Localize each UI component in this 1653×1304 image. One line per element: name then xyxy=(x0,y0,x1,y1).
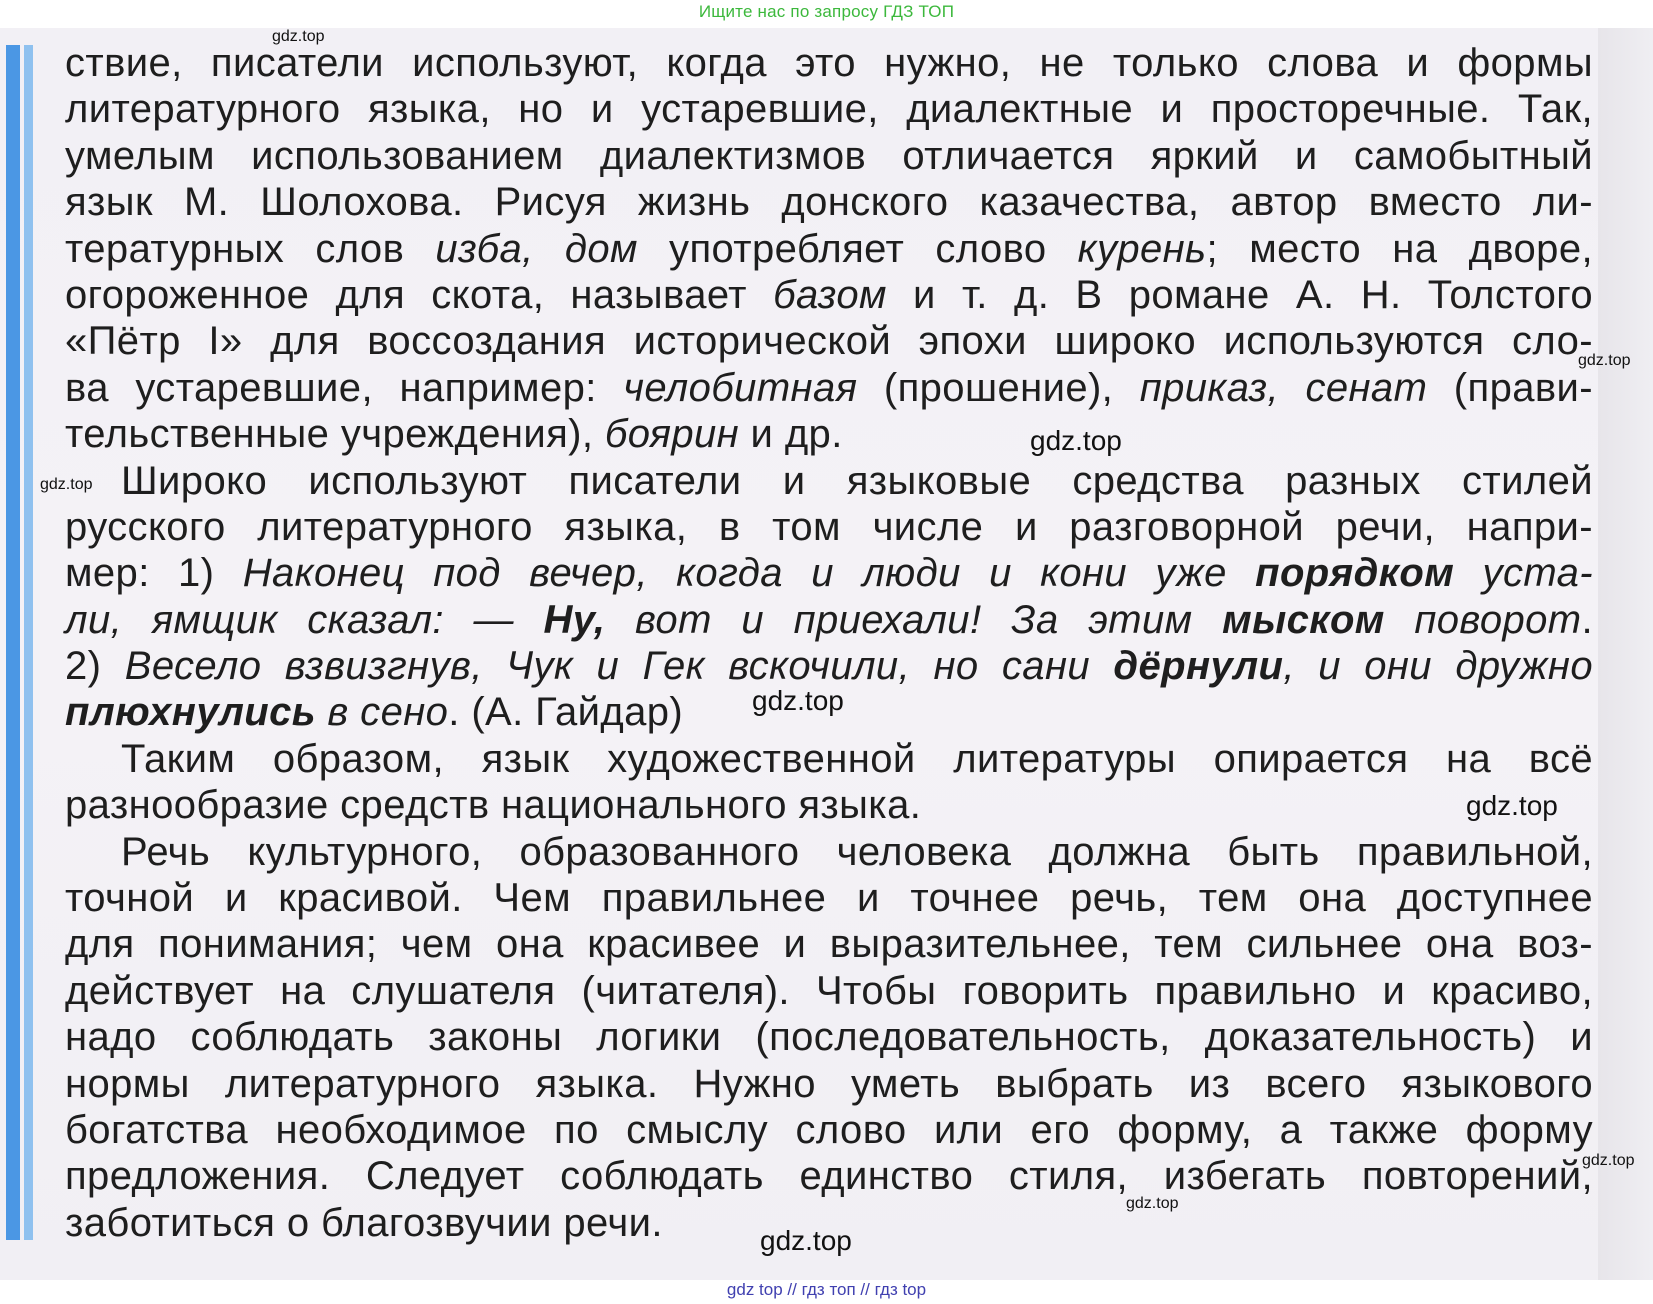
text-segment: надо соблюдать законы логики (последовательность, доказательность) и xyxy=(65,1015,1593,1060)
text-segment: Речь культурного, образованного человека должна быть правильной, xyxy=(121,829,1593,874)
bold-italic-text: дёрнули xyxy=(1113,644,1284,689)
text-line xyxy=(65,1061,1593,1107)
italic-text: в сено xyxy=(315,690,449,735)
text-segment: тературных слов xyxy=(65,226,436,271)
text-line xyxy=(65,782,1593,828)
text-segment: Широко используют писатели и языковые средства разных стилей xyxy=(121,458,1593,503)
bold-italic-text: Ну, xyxy=(543,597,606,642)
text-segment: литературного языка, но и устаревшие, диалектные и просторечные. Так, xyxy=(65,87,1593,132)
italic-text: боярин xyxy=(604,412,740,457)
top-banner: Ищите нас по запросу ГДЗ ТОП xyxy=(698,2,955,21)
watermark: gdz.top xyxy=(752,685,844,716)
watermark: gdz.top xyxy=(760,1225,852,1256)
text-line xyxy=(65,550,1593,596)
text-segment: (прошение), xyxy=(857,365,1140,410)
watermark: gdz.top xyxy=(1126,1195,1179,1212)
watermark: gdz.top xyxy=(1578,352,1631,369)
text-line xyxy=(65,1153,1593,1199)
text-line xyxy=(65,411,1593,457)
text-line xyxy=(65,643,1593,689)
page-edge-shadow xyxy=(1598,28,1653,1280)
text-segment: и т. д. В романе А. Н. Толстого xyxy=(886,272,1593,317)
text-line xyxy=(65,504,1593,550)
text-line xyxy=(65,272,1593,318)
italic-text: приказ, сенат xyxy=(1139,365,1428,410)
text-line xyxy=(65,829,1593,875)
text-line xyxy=(65,133,1593,179)
text-segment: богатства необходимое по смыслу слово или его форму, а также форму xyxy=(65,1107,1593,1152)
body-text xyxy=(65,40,1593,1246)
text-line xyxy=(65,86,1593,132)
text-segment: употребляет слово xyxy=(637,226,1078,271)
bold-italic-text: плюхнулись xyxy=(65,690,316,735)
margin-bar-light xyxy=(24,45,33,1240)
text-segment: (прави- xyxy=(1427,365,1593,410)
text-segment: и др. xyxy=(739,412,843,457)
text-line xyxy=(65,1107,1593,1153)
watermark: gdz.top xyxy=(1582,1152,1635,1169)
italic-text: челобитная xyxy=(623,365,858,410)
text-line xyxy=(65,179,1593,225)
text-line xyxy=(65,40,1593,86)
bold-italic-text: мыском xyxy=(1222,597,1385,642)
text-line xyxy=(65,365,1593,411)
text-segment: . (А. Гайдар) xyxy=(448,690,684,735)
italic-text: вот и приехали! За этим xyxy=(605,597,1223,642)
watermark: gdz.top xyxy=(40,476,93,493)
text-segment: заботиться о благозвучии речи. xyxy=(65,1200,663,1245)
text-segment: ; место на дворе, xyxy=(1206,226,1593,271)
text-segment: Таким образом, язык художественной литературы опирается на всё xyxy=(121,736,1593,781)
italic-text: ли, ямщик сказал: — xyxy=(65,597,544,642)
italic-text: поворот xyxy=(1384,597,1582,642)
italic-text: уста- xyxy=(1454,551,1593,596)
text-segment: разнообразие средств национального языка. xyxy=(65,783,922,828)
text-segment: действует на слушателя (читателя). Чтобы говорить правильно и красиво, xyxy=(65,968,1593,1013)
text-segment: тельственные учреждения), xyxy=(65,412,605,457)
text-segment: ва устаревшие, например: xyxy=(65,365,624,410)
text-line xyxy=(65,736,1593,782)
text-line xyxy=(65,921,1593,967)
italic-text: , и они дружно xyxy=(1283,644,1593,689)
margin-bar-dark xyxy=(6,45,20,1240)
text-line xyxy=(65,318,1593,364)
text-segment: точной и красивой. Чем правильнее и точнее речь, тем она доступнее xyxy=(65,876,1593,921)
text-segment: огороженное для скота, называет xyxy=(65,272,774,317)
text-line xyxy=(65,968,1593,1014)
italic-text: изба, дом xyxy=(435,226,638,271)
text-segment: умелым использованием диалектизмов отличается яркий и самобытный xyxy=(65,133,1593,178)
italic-text: базом xyxy=(773,272,887,317)
italic-text: Весело взвизгнув, Чук и Гек вскочили, но сани xyxy=(124,644,1114,689)
text-line xyxy=(65,875,1593,921)
text-segment: для понимания; чем она красивее и выразительнее, тем сильнее она воз- xyxy=(65,922,1593,967)
text-segment: . xyxy=(1581,597,1593,642)
text-line xyxy=(65,226,1593,272)
text-segment: мер: 1) xyxy=(65,551,243,596)
watermark: gdz.top xyxy=(1030,425,1122,456)
text-line xyxy=(65,1014,1593,1060)
text-line xyxy=(65,458,1593,504)
text-line xyxy=(65,597,1593,643)
text-segment: язык М. Шолохова. Рисуя жизнь донского казачества, автор вместо ли- xyxy=(65,180,1593,225)
bottom-banner: gdz top // гдз топ // гдз top xyxy=(726,1280,927,1299)
watermark: gdz.top xyxy=(272,28,325,45)
text-segment: русского литературного языка, в том числе и разговорной речи, напри- xyxy=(65,504,1593,549)
text-segment: ствие, писатели используют, когда это нужно, не только слова и формы xyxy=(65,41,1593,85)
watermark: gdz.top xyxy=(1466,790,1558,821)
bold-italic-text: порядком xyxy=(1255,551,1455,596)
italic-text: Наконец под вечер, когда и люди и кони уже xyxy=(242,551,1256,596)
text-segment: 2) xyxy=(65,644,125,689)
text-segment: предложения. Следует соблюдать единство стиля, избегать повторений, xyxy=(65,1154,1593,1199)
text-segment: нормы литературного языка. Нужно уметь выбрать из всего языкового xyxy=(65,1061,1593,1106)
italic-text: курень xyxy=(1077,226,1207,271)
text-segment: «Пётр I» для воссоздания исторической эпохи широко используются сло- xyxy=(65,319,1593,364)
